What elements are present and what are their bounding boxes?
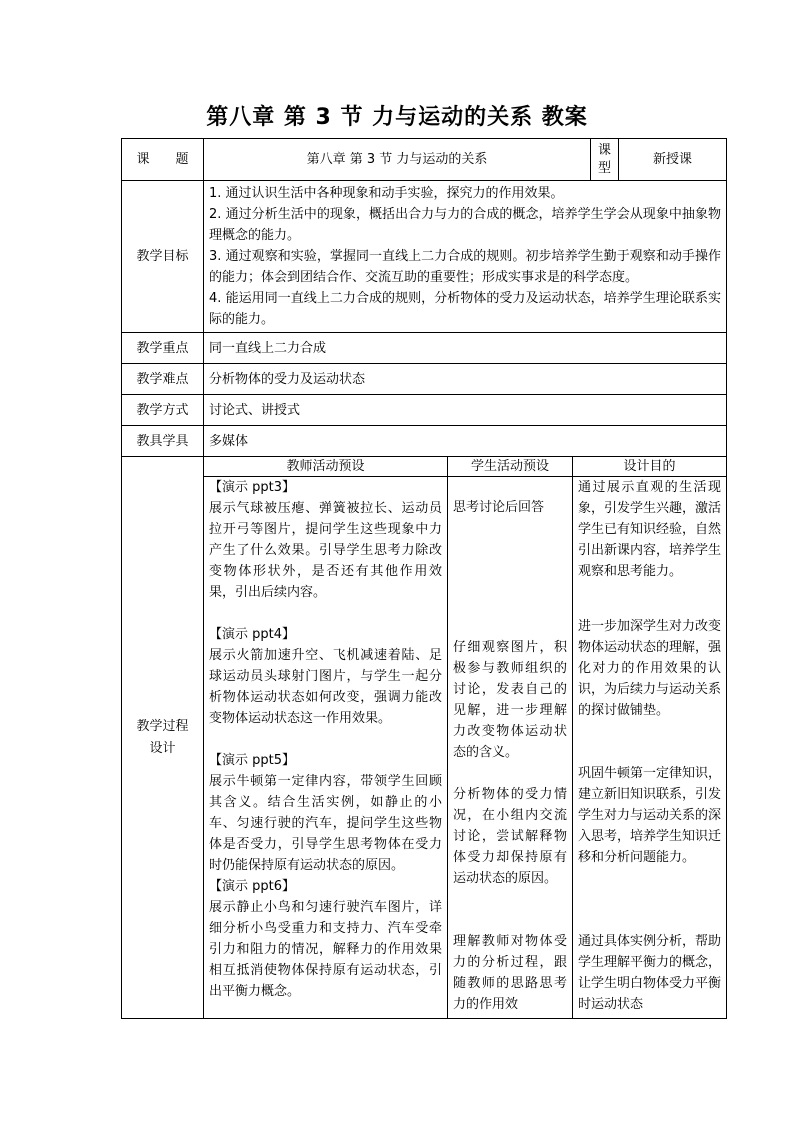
difficulty-label: 教学难点: [122, 364, 204, 395]
student-activities: [448, 477, 573, 1019]
header-purpose: 设计目的: [573, 457, 727, 477]
teacher-text: 展示牛顿第一定律内容，带领学生回顾其含义。结合生活实例，如静止的小车、匀速行驶的汽车，提问学生这些物体是否受力，引导学生思考物体在受力时仍能保持原有运动状态的原因。: [209, 774, 442, 873]
page-title: 第八章 第 3 节 力与运动的关系 教案: [206, 105, 588, 130]
student-text: 分析物体的受力情况，在小组内交流讨论，尝试解释物体受力却保持原有运动状态的原因。: [453, 787, 567, 886]
method-label: 教学方式: [122, 395, 204, 426]
key-value: 同一直线上二力合成: [204, 333, 727, 364]
tools-label: 教具学具: [122, 426, 204, 457]
process-label-text: 教学过程设计: [136, 718, 189, 756]
header-teacher: 教师活动预设: [204, 457, 448, 477]
slide-tag: 【演示 ppt4】: [209, 627, 296, 642]
purpose-text: 通过具体实例分析，帮助学生理解平衡力的概念，让学生明白物体受力平衡时运动状态: [578, 934, 721, 1012]
topic-label: 课 题: [122, 139, 204, 181]
lesson-plan-table: [121, 138, 727, 1019]
slide-tag: 【演示 ppt6】: [209, 879, 296, 894]
goal-item: 2. 通过分析生活中的现象，概括出合力与力的合成的概念，培养学生学会从现象中抽象物理概念的能力。: [209, 207, 721, 243]
slide-tag: 【演示 ppt5】: [209, 753, 296, 768]
goal-item: 1. 通过认识生活中各种现象和动手实验，探究力的作用效果。: [209, 186, 564, 201]
teacher-text: 展示火箭加速升空、飞机减速着陆、足球运动员头球射门图片，与学生一起分析物体运动状态如何改变，强调力能改变物体运动状态这一作用效果。: [209, 648, 442, 726]
method-value: 讨论式、讲授式: [204, 395, 727, 426]
topic-value: 第八章 第 3 节 力与运动的关系: [204, 139, 591, 181]
tools-value: 多媒体: [204, 426, 727, 457]
student-text: 理解教师对物体受力的分析过程，跟随教师的思路思考力的作用效: [453, 934, 567, 1012]
type-label: 课型: [591, 139, 619, 181]
type-value: 新授课: [619, 139, 727, 181]
process-label: [122, 457, 204, 1019]
difficulty-value: 分析物体的受力及运动状态: [204, 364, 727, 395]
goal-item: 4. 能运用同一直线上二力合成的规则，分析物体的受力及运动状态，培养学生理论联系实际的能力。: [209, 291, 721, 327]
purpose-text: 巩固牛顿第一定律知识，建立新旧知识联系，引发学生对力与运动关系的深入思考，培养学生知识迁移和分析问题能力。: [578, 766, 721, 865]
student-text: 思考讨论后回答: [453, 500, 545, 515]
goals-list: [204, 181, 727, 333]
student-text: 仔细观察图片，积极参与教师组织的讨论，发表自己的见解，进一步理解力改变物体运动状态的含义。: [453, 640, 567, 760]
design-purposes: [573, 477, 727, 1019]
purpose-text: 通过展示直观的生活现象，引发学生兴趣，激活学生已有知识经验，自然引出新课内容，培养学生观察和思考能力。: [578, 480, 721, 579]
teacher-text: 展示气球被压瘪、弹簧被拉长、运动员拉开弓等图片，提问学生这些现象中力产生了什么效果。引导学生思考力除改变物体形状外，是否还有其他作用效果，引出后续内容。: [209, 501, 442, 600]
teacher-activities: [204, 477, 448, 1019]
goals-label: 教学目标: [122, 181, 204, 333]
key-label: 教学重点: [122, 333, 204, 364]
teacher-text: 展示静止小鸟和匀速行驶汽车图片，详细分析小鸟受重力和支持力、汽车受牵引力和阻力的情况，解释力的作用效果相互抵消使物体保持原有运动状态，引出平衡力概念。: [209, 900, 442, 999]
slide-tag: 【演示 ppt3】: [209, 480, 296, 495]
goal-item: 3. 通过观察和实验，掌握同一直线上二力合成的规则。初步培养学生勤于观察和动手操作的能力；体会到团结合作、交流互助的重要性；形成实事求是的科学态度。: [209, 249, 721, 285]
header-student: 学生活动预设: [448, 457, 573, 477]
purpose-text: 进一步加深学生对力改变物体运动状态的理解，强化对力的作用效果的认识，为后续力与运动关系的探讨做铺垫。: [578, 619, 721, 718]
